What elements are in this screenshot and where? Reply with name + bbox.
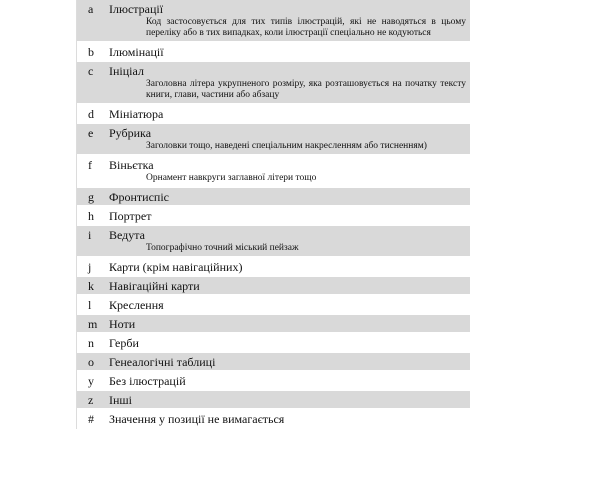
row-content [106, 372, 470, 389]
table-row [77, 207, 470, 226]
table-row [77, 43, 470, 62]
row-content [106, 226, 470, 256]
row-code: i [88, 228, 92, 242]
row-label: Ініціал [109, 64, 144, 78]
row-code: f [88, 158, 92, 172]
row-content [106, 391, 470, 408]
row-code: a [88, 2, 94, 16]
table-row [77, 258, 470, 277]
row-label: Генеалогічні таблиці [109, 355, 216, 369]
row-label: Інші [109, 393, 132, 407]
table-row [77, 372, 470, 391]
row-label: Ведута [109, 228, 145, 242]
row-label: Навігаційні карти [109, 279, 200, 293]
table-row [77, 105, 470, 124]
table-row [77, 334, 470, 353]
row-content [106, 105, 470, 122]
row-label: Значення у позиції не вимагається [109, 412, 285, 426]
row-content [106, 334, 470, 351]
row-content [106, 0, 470, 41]
row-label: Карти (крім навігаційних) [109, 260, 243, 274]
row-label: Без ілюстрацій [109, 374, 186, 388]
row-content [106, 410, 470, 427]
row-note: Заголовки тощо, наведені спеціальним накресленням або тисненням) [146, 141, 427, 151]
row-code: n [88, 336, 94, 350]
row-code: m [88, 317, 98, 331]
row-content [106, 315, 470, 332]
row-content [106, 43, 470, 60]
row-content [106, 188, 470, 205]
row-note: Заголовна літера укрупненого розміру, яка розташовується на початку тексту книги, глави, частини або абзацу [146, 79, 466, 100]
row-code: c [88, 64, 94, 78]
row-note: Орнамент навкруги заглавної літери тощо [146, 173, 317, 183]
table-row [77, 315, 470, 334]
row-content [106, 277, 470, 294]
table-row [77, 0, 470, 43]
table-row [77, 156, 470, 188]
row-content [106, 258, 470, 275]
row-code: d [88, 107, 94, 121]
row-label: Віньєтка [109, 158, 154, 172]
table-row [77, 391, 470, 410]
row-content [106, 207, 470, 224]
row-label: Ілюстрації [109, 2, 164, 16]
table-row [77, 226, 470, 258]
row-content [106, 62, 470, 103]
row-code: e [88, 126, 94, 140]
row-code: y [88, 374, 94, 388]
row-content [106, 296, 470, 313]
row-code: o [88, 355, 94, 369]
row-code: z [88, 393, 94, 407]
row-label: Креслення [109, 298, 164, 312]
row-label: Мініатюра [109, 107, 164, 121]
row-label: Ілюмінації [109, 45, 164, 59]
row-code: g [88, 190, 94, 204]
table-row [77, 124, 470, 156]
table-row [77, 296, 470, 315]
table-row [77, 277, 470, 296]
table-row [77, 410, 470, 429]
code-table [76, 0, 470, 429]
row-code: b [88, 45, 94, 59]
row-code: j [88, 260, 92, 274]
row-content [106, 124, 470, 154]
table-row [77, 353, 470, 372]
row-label: Фронтиспіс [109, 190, 169, 204]
row-code: k [88, 279, 94, 293]
row-content [106, 156, 470, 186]
table-row [77, 62, 470, 105]
row-label: Ноти [109, 317, 136, 331]
table-row [77, 188, 470, 207]
row-code: # [88, 412, 94, 426]
row-content [106, 353, 470, 370]
row-code: l [88, 298, 92, 312]
row-label: Герби [109, 336, 139, 350]
row-code: h [88, 209, 94, 223]
row-note: Топографічно точний міський пейзаж [146, 243, 299, 253]
row-label: Портрет [109, 209, 152, 223]
row-note: Код застосовується для тих типів ілюстрацій, які не наводяться в цьому переліку або в тих випадках, коли ілюстрації спеціально не кодуються [146, 17, 466, 38]
row-label: Рубрика [109, 126, 152, 140]
